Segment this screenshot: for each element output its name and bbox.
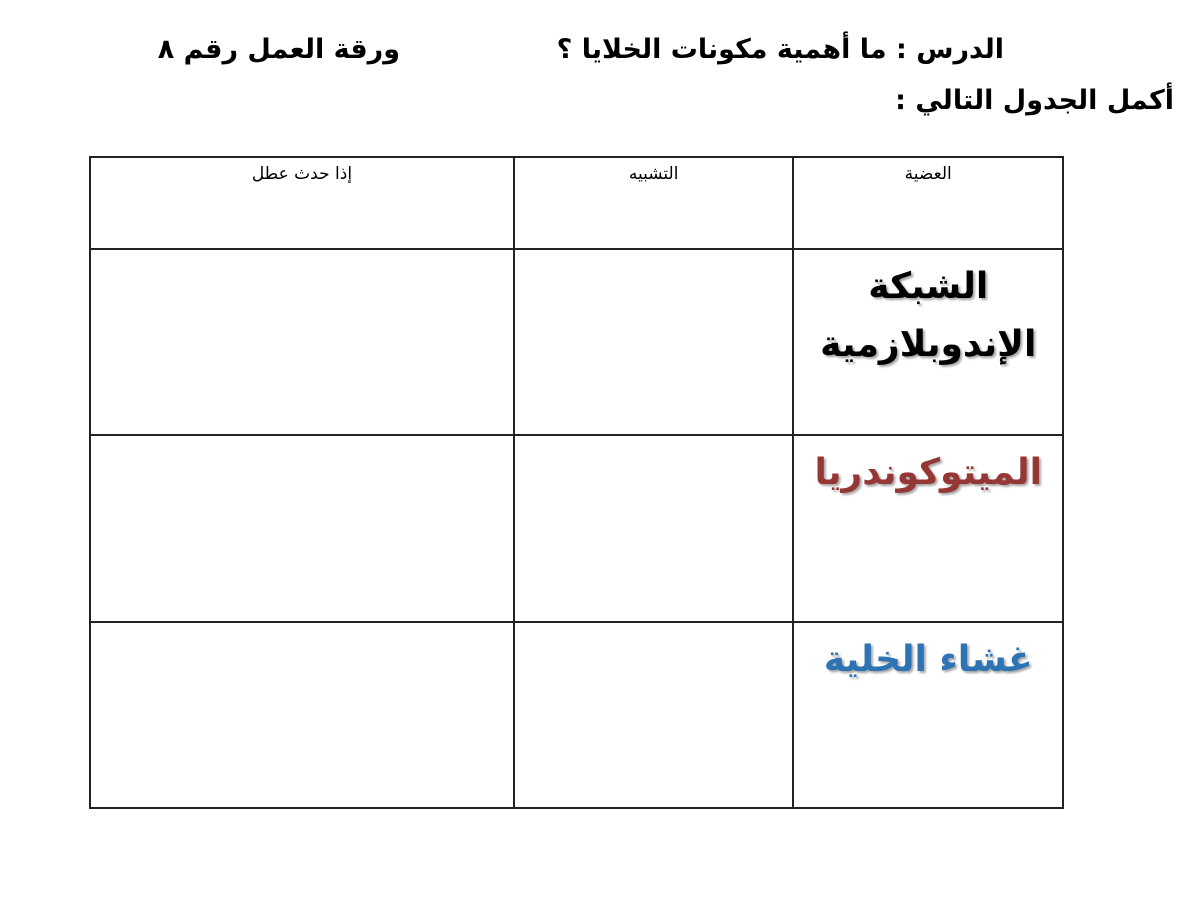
table-row: [90, 249, 1063, 435]
analogy-answer-cell[interactable]: [514, 622, 794, 808]
organelle-name-cell-membrane: غشاء الخلية: [793, 622, 1063, 808]
analogy-answer-cell[interactable]: [514, 249, 794, 435]
organelle-name-endoplasmic-reticulum: الشبكة الإندوبلازمية: [793, 249, 1063, 435]
table-header-row: [90, 157, 1063, 249]
worksheet-number: ورقة العمل رقم ٨: [157, 34, 400, 65]
lesson-title: الدرس : ما أهمية مكونات الخلايا ؟: [556, 34, 1004, 65]
column-header-malfunction: إذا حدث عطل: [90, 157, 514, 249]
column-header-analogy: التشبيه: [514, 157, 794, 249]
analogy-answer-cell[interactable]: [514, 435, 794, 621]
malfunction-answer-cell[interactable]: [90, 622, 514, 808]
table-row: [90, 435, 1063, 621]
malfunction-answer-cell[interactable]: [90, 249, 514, 435]
organelles-table: [89, 156, 1064, 809]
table-row: [90, 622, 1063, 808]
organelle-name-mitochondria: الميتوكوندريا: [793, 435, 1063, 621]
column-header-organelle: العضية: [793, 157, 1063, 249]
instruction-text: أكمل الجدول التالي :: [895, 85, 1174, 116]
malfunction-answer-cell[interactable]: [90, 435, 514, 621]
